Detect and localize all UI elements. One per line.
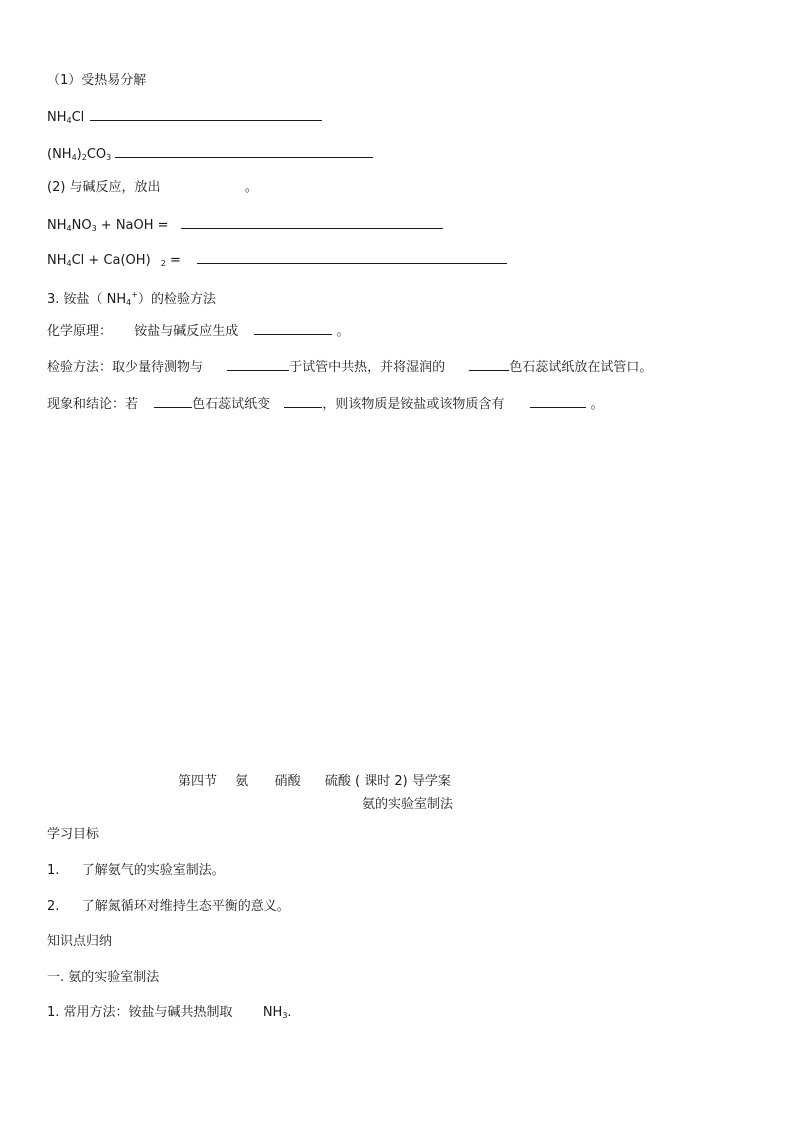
part-1-title: 一. 氨的实验室制法 [47, 970, 160, 985]
goal-2: 2. 了解氮循环对维持生态平衡的意义。 [47, 899, 290, 914]
answer-blank[interactable] [197, 250, 507, 264]
equation-ammonium-carbonate: $(NH_4)_2CO_3$ [47, 144, 373, 167]
answer-blank[interactable] [530, 394, 586, 408]
answer-blank[interactable] [227, 357, 289, 371]
equation-nh4cl-caoh2: $NH_4Cl + Ca(OH) _2$ = [47, 250, 507, 273]
item-2-react-with-base: (2) 与碱反应，放出 。 [47, 180, 258, 195]
answer-blank[interactable] [115, 144, 373, 158]
equation-nh4no3-naoh: $NH_4NO_3$ + NaOH = [47, 215, 443, 238]
phenomenon-conclusion: 现象和结论：若 色石蕊试纸变 ，则该物质是铵盐或该物质含有 。 [47, 394, 604, 414]
section-header: 第四节 氨 硝酸 硫酸 ( 课时 2) 导学案 [178, 774, 451, 789]
section-subtitle: 氨的实验室制法 [362, 797, 454, 812]
answer-blank[interactable] [254, 321, 332, 335]
test-method-title: 3. 铵盐（ $NH_4^+$）的检验方法 [47, 290, 216, 307]
learning-goals-title: 学习目标 [47, 827, 100, 842]
equation-nh4cl: $NH_4Cl$ [47, 107, 322, 130]
answer-blank[interactable] [154, 394, 192, 408]
answer-blank[interactable] [181, 215, 443, 229]
goal-1: 1. 了解氨气的实验室制法。 [47, 863, 225, 878]
knowledge-summary-title: 知识点归纳 [47, 934, 113, 949]
chemical-principle: 化学原理： 铵盐与碱反应生成 。 [47, 321, 350, 341]
answer-blank[interactable] [284, 394, 322, 408]
common-method: 1. 常用方法：铵盐与碱共热制取 $NH_3$. [47, 1005, 292, 1020]
item-1-thermal-decomposition: （1）受热易分解 [47, 73, 147, 88]
test-procedure: 检验方法：取少量待测物与 于试管中共热，并将湿润的 色石蕊试纸放在试管口。 [47, 357, 652, 377]
answer-blank[interactable] [90, 107, 322, 121]
answer-blank[interactable] [469, 357, 509, 371]
